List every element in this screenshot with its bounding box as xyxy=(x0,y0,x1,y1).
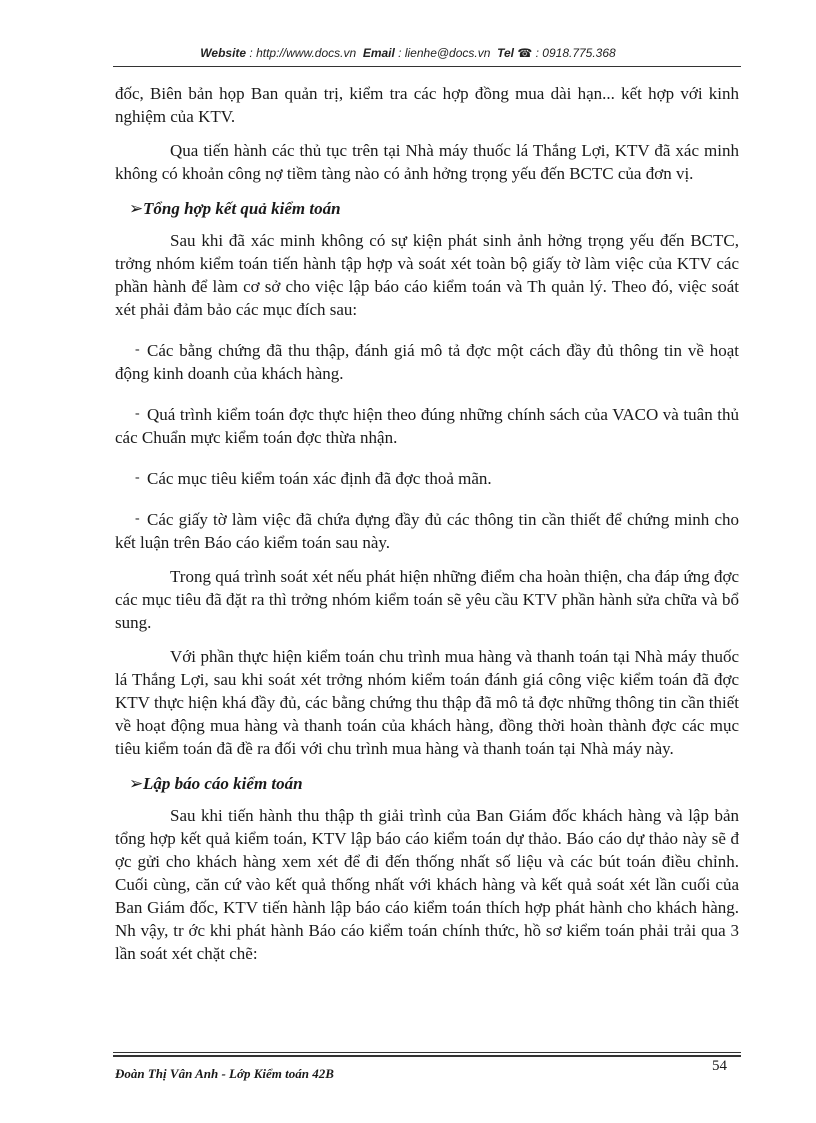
header-divider xyxy=(113,66,741,67)
section-heading-text: Tổng hợp kết quả kiểm toán xyxy=(143,199,341,218)
website-url[interactable]: : http://www.docs.vn xyxy=(249,46,357,60)
dash-bullet-icon: - xyxy=(135,406,140,421)
paragraph: Sau khi đã xác minh không có sự kiện phát sinh ảnh hởng trọng yếu đến BCTC, trởng nhóm kiểm toán tiến hành tập hợp và soát xét toàn bộ giấy tờ làm việc của KTV các phần hành để làm cơ sở cho việc lập báo cáo kiểm toán và Th quản lý. Theo đó, việc soát xét phải đảm bảo các mục đích sau: xyxy=(115,231,739,319)
list-item xyxy=(115,339,739,385)
paragraph: đốc, Biên bản họp Ban quản trị, kiểm tra các hợp đồng mua dài hạn... kết hợp với kinh nghiệm của KTV. xyxy=(115,84,739,126)
page-header xyxy=(0,46,816,60)
list-item xyxy=(115,403,739,449)
website-label: Website xyxy=(200,46,247,60)
email-address[interactable]: : lienhe@docs.vn xyxy=(398,46,491,60)
list-item-text: Các giấy tờ làm việc đã chứa đựng đầy đủ các thông tin cần thiết để chứng minh cho kết luận trên Báo cáo kiểm toán sau này. xyxy=(115,510,739,552)
dash-bullet-icon: - xyxy=(135,470,140,485)
paragraph: Sau khi tiến hành thu thập th giải trình của Ban Giám đốc khách hàng và lập bản tổng hợp kết quả kiểm toán, KTV lập báo cáo kiểm toán dự thảo. Báo cáo dự thảo này sẽ đ ợc gửi cho khách hàng xem xét để đi đến thống nhất số liệu và các bút toán điều chỉnh. Cuối cùng, căn cứ vào kết quả thống nhất với khách hàng và kết quả soát xét lần cuối của Ban Giám đốc, KTV tiến hành lập báo cáo kiểm toán thích hợp phát hành cho khách hàng. Nh vậy, tr ớc khi phát hành Báo cáo kiểm toán chính thức, hồ sơ kiểm toán phải trải qua 3 lần soát xét chặt chẽ: xyxy=(115,806,739,963)
email-label: Email xyxy=(362,46,395,60)
tel-number: : 0918.775.368 xyxy=(535,46,616,60)
dash-bullet-icon: - xyxy=(135,342,140,357)
paragraph: Với phần thực hiện kiểm toán chu trình mua hàng và thanh toán tại Nhà máy thuốc lá Thắng Lợi, sau khi soát xét trởng nhóm kiểm toán đánh giá công việc kiểm toán đã đợc KTV thực hiện khá đầy đủ, các bằng chứng thu thập đã mô tả đợc những thông tin cần thiết về hoạt động mua hàng và thanh toán của khách hàng, đồng thời hoàn thành đợc các mục tiêu kiểm toán đã đề ra đối với chu trình mua hàng và thanh toán tại Nhà máy này. xyxy=(115,647,739,758)
list-item xyxy=(115,508,739,554)
phone-icon: ☎ xyxy=(517,46,533,60)
paragraph: Qua tiến hành các thủ tục trên tại Nhà máy thuốc lá Thắng Lợi, KTV đã xác minh không có khoản công nợ tiềm tàng nào có ảnh hởng trọng yếu đến BCTC của đơn vị. xyxy=(115,141,739,183)
footer-author: Đoàn Thị Vân Anh - Lớp Kiểm toán 42B xyxy=(115,1066,334,1081)
section-heading xyxy=(115,197,739,220)
page-number: 54 xyxy=(712,1058,727,1074)
footer-divider xyxy=(113,1052,741,1053)
paragraph: Trong quá trình soát xét nếu phát hiện những điểm cha hoàn thiện, cha đáp ứng đợc các mục tiêu đã đặt ra thì trởng nhóm kiểm toán sẽ yêu cầu KTV phần hành sửa chữa và bổ sung. xyxy=(115,567,739,632)
list-item-text: Các mục tiêu kiểm toán xác định đã đợc thoả mãn. xyxy=(147,469,492,488)
dash-bullet-icon: - xyxy=(135,511,140,526)
list-item-text: Quá trình kiểm toán đợc thực hiện theo đúng những chính sách của VACO và tuân thủ các Chuẩn mực kiểm toán đợc thừa nhận. xyxy=(115,405,739,447)
tel-label: Tel xyxy=(497,46,514,60)
section-heading xyxy=(115,772,739,795)
document-body xyxy=(115,82,739,965)
list-item xyxy=(115,467,739,490)
footer-divider-thick xyxy=(113,1055,741,1057)
arrow-bullet-icon: ➢ xyxy=(129,199,144,218)
arrow-bullet-icon: ➢ xyxy=(129,774,144,793)
section-heading-text: Lập báo cáo kiểm toán xyxy=(143,774,303,793)
list-item-text: Các bằng chứng đã thu thập, đánh giá mô tả đợc một cách đầy đủ thông tin về hoạt động kinh doanh của khách hàng. xyxy=(115,341,739,383)
